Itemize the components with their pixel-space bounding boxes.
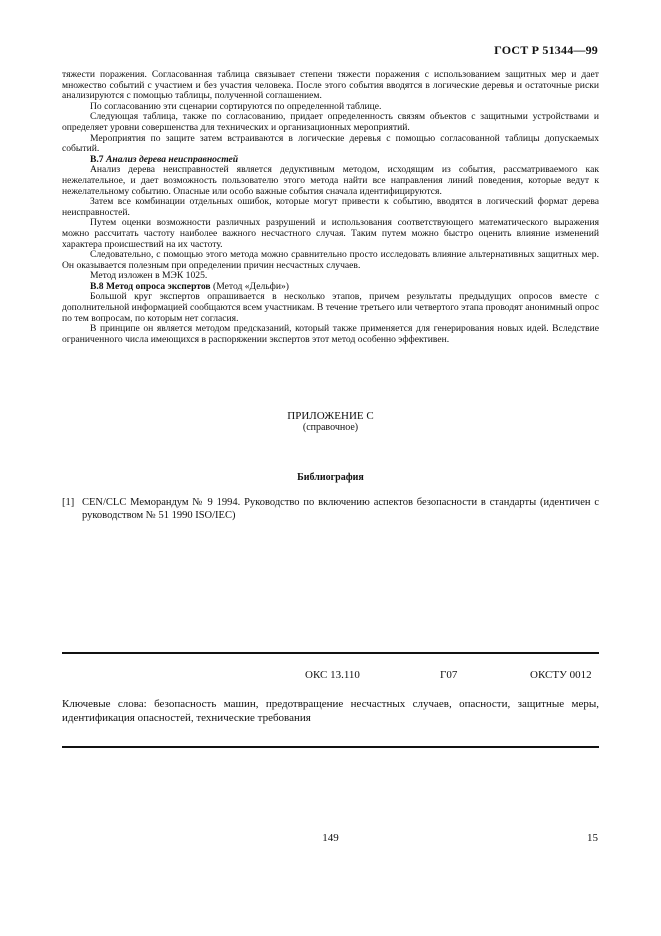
paragraph: Большой круг экспертов опрашивается в несколько этапов, причем результаты предыдущих опросов вместе с дополнительной информацией сообщаются всем участникам. В течение третьего или четвертого этапа проводят анонимный опрос по тем вопросам, по которым нет согласия.: [62, 291, 599, 324]
oks-code: ОКС 13.110: [305, 669, 360, 681]
paragraph: Анализ дерева неисправностей является дедуктивным методом, исходящим из события, рассматриваемого как нежелательное, и дает возможность пользователю этого метода найти все направления линий поведения, которые ведут к нежелательному событию. Опасные или особо важные события сначала идентифицируются.: [62, 164, 599, 197]
section-number: В.7: [90, 153, 104, 165]
keywords: Ключевые слова: безопасность машин, предотвращение несчастных случаев, опасности, защитные меры, идентификация опасностей, технические требования: [62, 698, 599, 724]
paragraph: Мероприятия по защите затем встраиваются в логические деревья с помощью согласованной таблицы допускаемых событий.: [62, 132, 599, 155]
paragraph: Следующая таблица, также по согласованию, придает определенность связям объектов с защитными устройствами и определяет уровни совершенства для технических и организационных мероприятий.: [62, 111, 599, 133]
appendix-heading: [62, 410, 599, 434]
bibliography-title: Библиография: [297, 472, 364, 483]
divider-top: [62, 652, 599, 654]
paragraph: Путем оценки возможности различных разрушений и использования соответствующего математического выражения можно рассчитать частоту наиболее важного несчастного случая. Таким путем можно быстро оценить влияние изменений характера происшествий на их частоту.: [62, 217, 599, 250]
page-number: 15: [587, 832, 598, 844]
appendix-note: (справочное): [302, 422, 359, 433]
page-number-collection: 149: [322, 832, 339, 844]
section-subtitle: (Метод «Дельфи»): [213, 280, 289, 292]
paragraph: В принципе он является методом предсказаний, который также применяется для генерирования новых идей. Вследствие ограниченного числа имеющихся в распоряжении экспертов этот метод особенно эффективен.: [62, 323, 599, 345]
divider-bottom: [62, 746, 599, 748]
paragraph: тяжести поражения. Согласованная таблица связывает степени тяжести поражения с использованием защитных мер и дает множество событий с участием и без участия человека. После этого события вводятся в логические деревья и остаточные риски анализируются с помощью таблицы, полученной соглашением.: [62, 69, 599, 102]
okstu-code: ОКСТУ 0012: [530, 669, 592, 681]
group-code: Г07: [440, 669, 458, 681]
appendix-title: ПРИЛОЖЕНИЕ С: [287, 410, 374, 422]
bibliography-item: [62, 497, 599, 522]
body-text: [62, 70, 599, 345]
section-number: В.8: [90, 280, 104, 292]
paragraph: По согласованию эти сценарии сортируются по определенной таблице.: [90, 100, 382, 112]
section-title: Метод опроса экспертов: [106, 280, 211, 292]
paragraph: Следовательно, с помощью этого метода можно сравнительно просто исследовать влияние альтернативных защитных мер. Он оказывается полезным при определении причин несчастных случаев.: [62, 249, 599, 271]
reference-number: [1]: [62, 497, 75, 508]
paragraph: Затем все комбинации отдельных ошибок, которые могут привести к событию, вводятся в логический формат дерева неисправностей.: [62, 196, 599, 218]
paragraph: Метод изложен в МЭК 1025.: [90, 270, 208, 282]
reference-text: CEN/CLC Меморандум № 9 1994. Руководство по включению аспектов безопасности в стандарты (идентичен с руководством № 51 1990 ISO/IEC): [82, 497, 599, 521]
standard-designation: ГОСТ Р 51344—99: [494, 43, 598, 57]
section-title: Анализ дерева неисправностей: [106, 153, 239, 165]
